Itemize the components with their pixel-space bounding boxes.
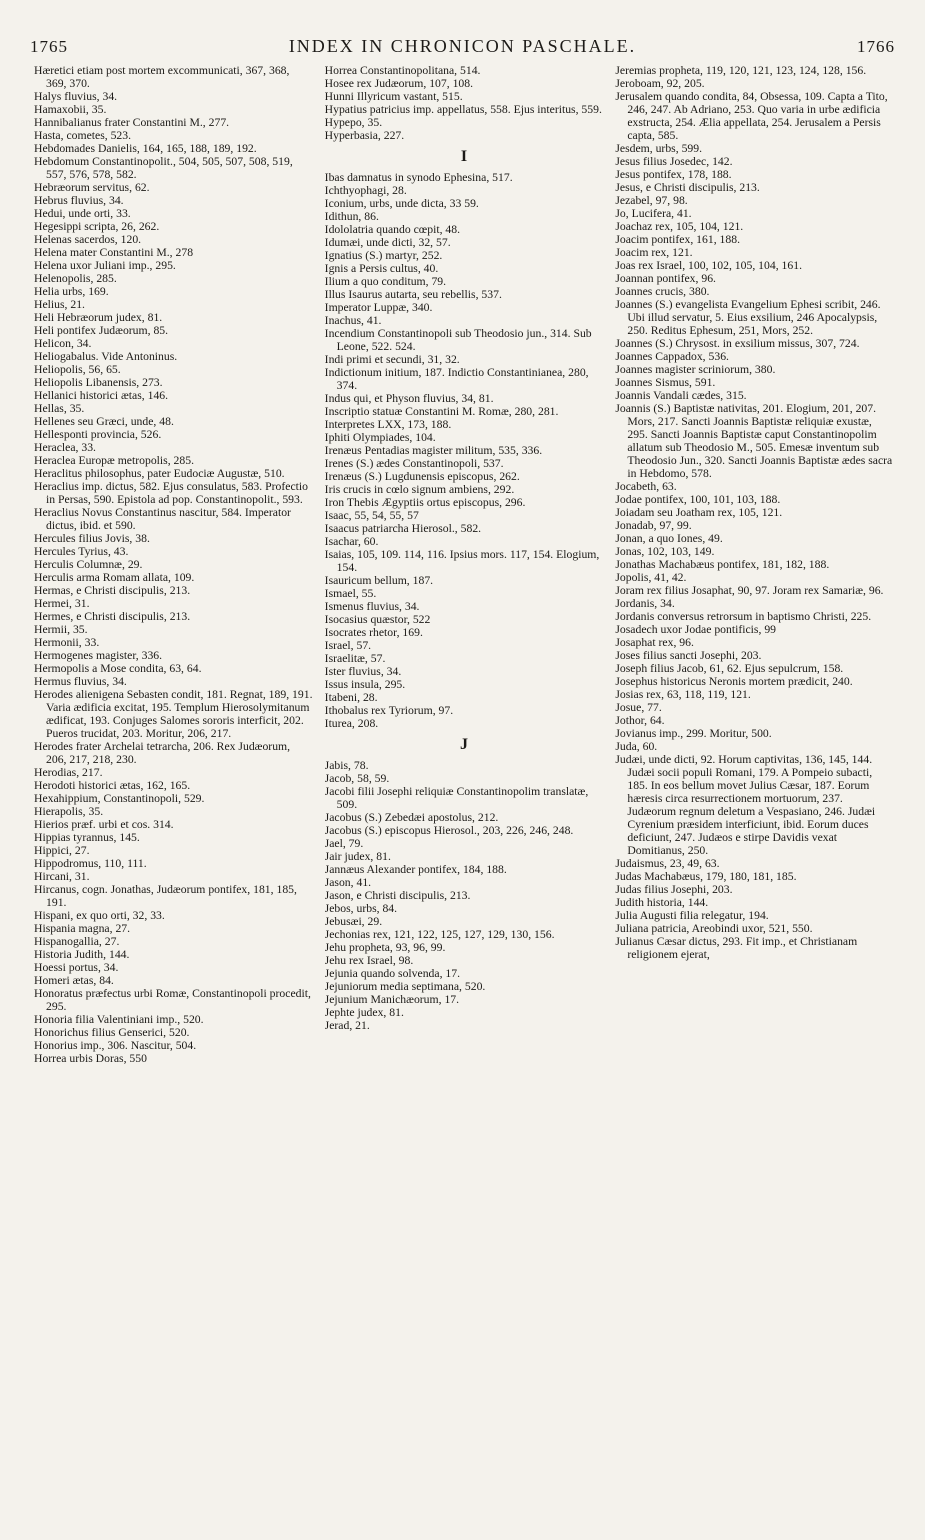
index-entry: Hermas, e Christi discipulis, 213. — [34, 584, 191, 597]
index-entry: Jebusæi, 29. — [324, 915, 383, 928]
index-entry: Jejunia quando solvenda, 17. — [324, 967, 461, 980]
index-entry: Hebdomum Constantinopolit., 504, 505, 507, 508, 519, 557, 576, 578, 582. — [34, 155, 293, 181]
index-entry: Joannis Vandali cædes, 315. — [615, 389, 747, 402]
index-entry: Joacim pontifex, 161, 188. — [615, 233, 740, 246]
index-entry: Juda, 60. — [615, 740, 658, 753]
index-entry: Josias rex, 63, 118, 119, 121. — [615, 688, 751, 701]
index-entry: Honorichus filius Genserici, 520. — [34, 1026, 190, 1039]
index-entry: Iconium, urbs, unde dicta, 33 59. — [324, 197, 479, 210]
index-entry: Joseph filius Jacob, 61, 62. Ejus sepulcrum, 158. — [615, 662, 844, 675]
index-entry: Jabis, 78. — [324, 759, 369, 772]
index-entry: Hercules Tyrius, 43. — [34, 545, 129, 558]
index-entry: Hebræorum servitus, 62. — [34, 181, 150, 194]
index-entry: Jason, e Christi discipulis, 213. — [324, 889, 471, 902]
index-entry: Helicon, 34. — [34, 337, 92, 350]
index-entry: Jacobi filii Josephi reliquiæ Constantinopolim translatæ, 509. — [324, 785, 589, 811]
index-entry: Jodae pontifex, 100, 101, 103, 188. — [615, 493, 781, 506]
index-entry: Ichthyophagi, 28. — [324, 184, 407, 197]
index-entry: Judaismus, 23, 49, 63. — [615, 857, 720, 870]
index-entry: Judith historia, 144. — [615, 896, 709, 909]
index-entry: Josaphat rex, 96. — [615, 636, 694, 649]
index-entry: Joram rex filius Josaphat, 90, 97. Joram rex Samariæ, 96. — [615, 584, 884, 597]
index-entry: Jechonias rex, 121, 122, 125, 127, 129, 130, 156. — [324, 928, 555, 941]
index-entry: Israel, 57. — [324, 639, 372, 652]
index-entry: Hyperbasia, 227. — [324, 129, 405, 142]
page-header — [30, 36, 895, 62]
index-entry: Judas Machabæus, 179, 180, 181, 185. — [615, 870, 797, 883]
index-entry: Jeroboam, 92, 205. — [615, 77, 705, 90]
section-letter: I — [460, 148, 468, 165]
index-entry: Heliogabalus. Vide Antoninus. — [34, 350, 178, 363]
index-entry: Jerad, 21. — [324, 1019, 370, 1032]
index-entry: Itabeni, 28. — [324, 691, 378, 704]
index-entry: Hircanus, cogn. Jonathas, Judæorum pontifex, 181, 185, 191. — [34, 883, 297, 909]
index-entry: Hosee rex Judæorum, 107, 108. — [324, 77, 474, 90]
index-entry: Jejuniorum media septimana, 520. — [324, 980, 486, 993]
index-entry: Isaacus patriarcha Hierosol., 582. — [324, 522, 482, 535]
index-entry: Ignatius (S.) martyr, 252. — [324, 249, 443, 262]
index-entry: Homeri ætas, 84. — [34, 974, 114, 987]
index-entry: Hamaxobii, 35. — [34, 103, 107, 116]
index-entry: Heraclius imp. dictus, 582. Ejus consulatus, 583. Profectio in Persas, 590. Epistola ad pop. Constantinopolit., 593. — [34, 480, 308, 506]
index-entry: Jacob, 58, 59. — [324, 772, 390, 785]
index-entry: Indictionum initium, 187. Indictio Constantinianea, 280, 374. — [324, 366, 589, 392]
index-entry: Julianus Cæsar dictus, 293. Fit imp., et Christianam religionem ejerat, — [615, 935, 858, 961]
index-entry: Israelitæ, 57. — [324, 652, 386, 665]
index-entry: Jehu rex Israel, 98. — [324, 954, 414, 967]
index-entry: Heli Hebræorum judex, 81. — [34, 311, 163, 324]
index-entry: Joannes Sismus, 591. — [615, 376, 716, 389]
index-entry: Hexahippium, Constantinopoli, 529. — [34, 792, 205, 805]
index-entry: Isachar, 60. — [324, 535, 379, 548]
index-entry: Irenæus (S.) Lugdunensis episcopus, 262. — [324, 470, 520, 483]
index-entry: Jehu propheta, 93, 96, 99. — [324, 941, 446, 954]
index-entry: Helena mater Constantini M., 278 — [34, 246, 194, 259]
index-entry: Historia Judith, 144. — [34, 948, 130, 961]
index-entry: Joannes Cappadox, 536. — [615, 350, 729, 363]
index-entry: Ismael, 55. — [324, 587, 377, 600]
index-entry: Hispania magna, 27. — [34, 922, 131, 935]
index-entry: Hermopolis a Mose condita, 63, 64. — [34, 662, 202, 675]
index-entry: Juliana patricia, Areobindi uxor, 521, 550. — [615, 922, 813, 935]
index-entry: Joannes (S.) Chrysost. in exsilium missus, 307, 724. — [615, 337, 860, 350]
index-entry: Horrea urbis Doras, 550 — [34, 1052, 147, 1065]
index-entry: Jacobus (S.) episcopus Hierosol., 203, 226, 246, 248. — [324, 824, 574, 837]
index-entry: Jeremias propheta, 119, 120, 121, 123, 124, 128, 156. — [615, 64, 867, 77]
index-entry: Jezabel, 97, 98. — [615, 194, 688, 207]
index-entry: Jebos, urbs, 84. — [324, 902, 398, 915]
index-entry: Jopolis, 41, 42. — [615, 571, 687, 584]
index-entry: Herculis Columnæ, 29. — [34, 558, 143, 571]
index-entry: Hasta, cometes, 523. — [34, 129, 132, 142]
index-entry: Jonas, 102, 103, 149. — [615, 545, 715, 558]
index-entry: Heraclius Novus Constantinus nascitur, 584. Imperator dictus, ibid. et 590. — [34, 506, 291, 532]
index-entry: Helius, 21. — [34, 298, 85, 311]
index-entry: Jonadab, 97, 99. — [615, 519, 692, 532]
index-entry: Judas filius Josephi, 203. — [615, 883, 733, 896]
index-entry: Helenas sacerdos, 120. — [34, 233, 142, 246]
index-entry: Hermogenes magister, 336. — [34, 649, 163, 662]
index-entry: Herodoti historici ætas, 162, 165. — [34, 779, 191, 792]
index-entry: Indi primi et secundi, 31, 32. — [324, 353, 460, 366]
index-entry: Hypatius patricius imp. appellatus, 558. Ejus interitus, 559. — [324, 103, 602, 116]
index-entry: Iturea, 208. — [324, 717, 379, 730]
index-column — [325, 64, 604, 1530]
index-entry: Joses filius sancti Josephi, 203. — [615, 649, 762, 662]
index-entry: Joannes (S.) evangelista Evangelium Ephesi scribit, 246. Ubi illud servatur, 5. Eius exsilium, 246 Apocalypsis, 250. Reditus Ephesum, 251, Mors, 252. — [615, 298, 881, 337]
index-entry: Joas rex Israel, 100, 102, 105, 104, 161. — [615, 259, 802, 272]
left-page-number: 1765 — [30, 37, 68, 56]
index-entry: Hannibalianus frater Constantini M., 277. — [34, 116, 230, 129]
section-letter: J — [460, 736, 468, 753]
right-page-number: 1766 — [856, 37, 895, 56]
index-entry: Hellenes seu Græci, unde, 48. — [34, 415, 174, 428]
index-entry: Ister fluvius, 34. — [324, 665, 402, 678]
index-entry: Julia Augusti filia relegatur, 194. — [615, 909, 769, 922]
index-entry: Ibas damnatus in synodo Ephesina, 517. — [324, 171, 513, 184]
index-entry: Idithun, 86. — [324, 210, 379, 223]
index-entry: Hierios præf. urbi et cos. 314. — [34, 818, 174, 831]
index-entry: Honoria filia Valentiniani imp., 520. — [34, 1013, 204, 1026]
index-entry: Joachaz rex, 105, 104, 121. — [615, 220, 744, 233]
index-entry: Jason, 41. — [324, 876, 372, 889]
index-entry: Isauricum bellum, 187. — [324, 574, 434, 587]
index-entry: Judæi, unde dicti, 92. Horum captivitas, 136, 145, 144. Judæi socii populi Romani, 179. A Pompeio subacti, 185. In eos bellum movet Julius Cæsar, 187. Eorum hæresis circa resurrectionem mortuorum, 237. Judæorum regnum deletum a Vespasiano, 246. Judæi Cyrenium præsidem interficiunt, ibid. Eorum duces deficiunt, 247. Judæos e stirpe Davidis vexat Domitianus, 250. — [615, 753, 876, 857]
index-entry: Ithobalus rex Tyriorum, 97. — [324, 704, 454, 717]
index-entry: Joannis (S.) Baptistæ nativitas, 201. Elogium, 201, 207. Mors, 217. Sancti Joannis Baptistæ reliquiæ exustæ, 295. Sancti Joannis Baptistæ caput Constantinopolim allatum sub Theodosio M., 505. Emesæ inventum sub Theodosio Jun., 320. Sancti Joannis Baptistæ ædes sacra in Hebdomo, 578. — [615, 402, 893, 480]
index-entry: Irenæus Pentadias magister militum, 535, 336. — [324, 444, 543, 457]
index-entry: Hippias tyrannus, 145. — [34, 831, 140, 844]
index-entry: Jejunium Manichæorum, 17. — [324, 993, 460, 1006]
index-entry: Jannæus Alexander pontifex, 184, 188. — [324, 863, 507, 876]
index-column — [615, 64, 894, 1530]
index-entry: Interpretes LXX, 173, 188. — [324, 418, 452, 431]
index-entry: Jonan, a quo Iones, 49. — [615, 532, 723, 545]
index-entry: Iron Thebis Ægyptiis ortus episcopus, 296. — [324, 496, 526, 509]
index-entry: Hellesponti provincia, 526. — [34, 428, 162, 441]
index-entry: Jovianus imp., 299. Moritur, 500. — [615, 727, 772, 740]
index-entry: Hebdomades Danielis, 164, 165, 188, 189, 192. — [34, 142, 257, 155]
index-entry: Idumæi, unde dicti, 32, 57. — [324, 236, 451, 249]
index-entry: Jephte judex, 81. — [324, 1006, 404, 1019]
index-entry: Heliopolis, 56, 65. — [34, 363, 121, 376]
index-entry: Joacim rex, 121. — [615, 246, 693, 259]
index-entry: Jesus pontifex, 178, 188. — [615, 168, 732, 181]
index-entry: Horrea Constantinopolitana, 514. — [324, 64, 481, 77]
index-entry: Iris crucis in cœlo signum ambiens, 292. — [324, 483, 515, 496]
index-entry: Isocasius quæstor, 522 — [324, 613, 431, 626]
index-entry: Jordanis, 34. — [615, 597, 675, 610]
index-entry: Josephus historicus Neronis mortem prædicit, 240. — [615, 675, 853, 688]
index-entry: Honorius imp., 306. Nascitur, 504. — [34, 1039, 197, 1052]
index-entry: Helenopolis, 285. — [34, 272, 117, 285]
index-entry: Isaias, 105, 109. 114, 116. Ipsius mors. 117, 154. Elogium, 154. — [324, 548, 600, 574]
index-entry: Jothor, 64. — [615, 714, 665, 727]
index-entry: Joannes magister scriniorum, 380. — [615, 363, 776, 376]
index-entry: Herodias, 217. — [34, 766, 103, 779]
index-column — [34, 64, 313, 1530]
index-entry: Hercules filius Jovis, 38. — [34, 532, 150, 545]
index-entry: Jael, 79. — [324, 837, 364, 850]
index-entry: Halys fluvius, 34. — [34, 90, 118, 103]
index-entry: Jordanis conversus retrorsum in baptismo Christi, 225. — [615, 610, 872, 623]
index-entry: Hierapolis, 35. — [34, 805, 104, 818]
index-entry: Josue, 77. — [615, 701, 662, 714]
index-entry: Jacobus (S.) Zebedæi apostolus, 212. — [324, 811, 499, 824]
index-entry: Ilium a quo conditum, 79. — [324, 275, 447, 288]
index-entry: Illus Isaurus autarta, seu rebellis, 537. — [324, 288, 502, 301]
index-entry: Hispanogallia, 27. — [34, 935, 120, 948]
index-columns — [34, 64, 894, 1530]
index-entry: Hermes, e Christi discipulis, 213. — [34, 610, 191, 623]
index-entry: Jo, Lucifera, 41. — [615, 207, 692, 220]
index-entry: Joannan pontifex, 96. — [615, 272, 716, 285]
index-entry: Hegesippi scripta, 26, 262. — [34, 220, 160, 233]
index-entry: Jesdem, urbs, 599. — [615, 142, 703, 155]
index-entry: Jocabeth, 63. — [615, 480, 677, 493]
index-entry: Issus insula, 295. — [324, 678, 406, 691]
index-entry: Hedui, unde orti, 33. — [34, 207, 131, 220]
index-entry: Heraclea, 33. — [34, 441, 96, 454]
index-entry: Hoessi portus, 34. — [34, 961, 119, 974]
index-entry: Hermii, 35. — [34, 623, 88, 636]
index-entry: Helena uxor Juliani imp., 295. — [34, 259, 176, 272]
index-entry: Ignis a Persis cultus, 40. — [324, 262, 439, 275]
index-entry: Heraclea Europæ metropolis, 285. — [34, 454, 195, 467]
index-entry: Heliopolis Libanensis, 273. — [34, 376, 163, 389]
index-entry: Inachus, 41. — [324, 314, 382, 327]
index-entry: Hermus fluvius, 34. — [34, 675, 127, 688]
index-entry: Hebrus fluvius, 34. — [34, 194, 124, 207]
index-entry: Joiadam seu Joatham rex, 105, 121. — [615, 506, 783, 519]
index-entry: Inscriptio statuæ Constantini M. Romæ, 280, 281. — [324, 405, 559, 418]
index-entry: Josadech uxor Jodae pontificis, 99 — [615, 623, 777, 636]
index-entry: Jair judex, 81. — [324, 850, 391, 863]
index-entry: Helia urbs, 169. — [34, 285, 109, 298]
index-entry: Ismenus fluvius, 34. — [324, 600, 420, 613]
index-entry: Jesus filius Josedec, 142. — [615, 155, 733, 168]
index-entry: Imperator Luppæ, 340. — [324, 301, 433, 314]
index-entry: Hippodromus, 110, 111. — [34, 857, 147, 870]
index-entry: Hermonii, 33. — [34, 636, 100, 649]
index-entry: Jonathas Machabæus pontifex, 181, 182, 188. — [615, 558, 830, 571]
index-entry: Hellas, 35. — [34, 402, 85, 415]
index-entry: Hircani, 31. — [34, 870, 90, 883]
index-entry: Heli pontifex Judæorum, 85. — [34, 324, 169, 337]
index-entry: Incendium Constantinopoli sub Theodosio jun., 314. Sub Leone, 522. 524. — [324, 327, 592, 353]
index-entry: Hispani, ex quo orti, 32, 33. — [34, 909, 165, 922]
index-entry: Irenes (S.) ædes Constantinopoli, 537. — [324, 457, 504, 470]
index-entry: Hippici, 27. — [34, 844, 90, 857]
index-entry: Isocrates rhetor, 169. — [324, 626, 423, 639]
index-entry: Hermei, 31. — [34, 597, 90, 610]
index-entry: Idololatria quando cœpit, 48. — [324, 223, 461, 236]
index-entry: Honoratus præfectus urbi Romæ, Constantinopoli procedit, 295. — [34, 987, 311, 1013]
running-title: INDEX IN CHRONICON PASCHALE. — [288, 36, 637, 56]
index-entry: Isaac, 55, 54, 55, 57 — [324, 509, 419, 522]
index-entry: Herodes alienigena Sebasten condit, 181. Regnat, 189, 191. Varia ædificia excitat, 195. Templum Hierosolymitanum ædificat, 193. Conjuges Salomes sororis interficit, 202. Pueros trucidat, 203. Moritur, 206, 217. — [34, 688, 313, 740]
index-entry: Hunni Illyricum vastant, 515. — [324, 90, 463, 103]
index-entry: Jesus, e Christi discipulis, 213. — [615, 181, 760, 194]
index-entry: Herculis arma Romam allata, 109. — [34, 571, 195, 584]
index-entry: Indus qui, et Physon fluvius, 34, 81. — [324, 392, 494, 405]
index-entry: Hypepo, 35. — [324, 116, 383, 129]
index-entry: Hellanici historici ætas, 146. — [34, 389, 169, 402]
index-entry: Heraclitus philosophus, pater Eudociæ Augustæ, 510. — [34, 467, 285, 480]
index-entry: Hæretici etiam post mortem excommunicati, 367, 368, 369, 370. — [34, 64, 290, 90]
index-entry: Jerusalem quando condita, 84, Obsessa, 109. Capta a Tito, 246, 247. Ab Adriano, 253. Quo varia in urbe ædificia exstructa, 254. Ælia appellata, 254. Jerusalem a Persis capta, 585. — [615, 90, 888, 142]
index-entry: Iphiti Olympiades, 104. — [324, 431, 436, 444]
index-entry: Herodes frater Archelai tetrarcha, 206. Rex Judæorum, 206, 217, 218, 230. — [34, 740, 291, 766]
index-entry: Joannes crucis, 380. — [615, 285, 710, 298]
